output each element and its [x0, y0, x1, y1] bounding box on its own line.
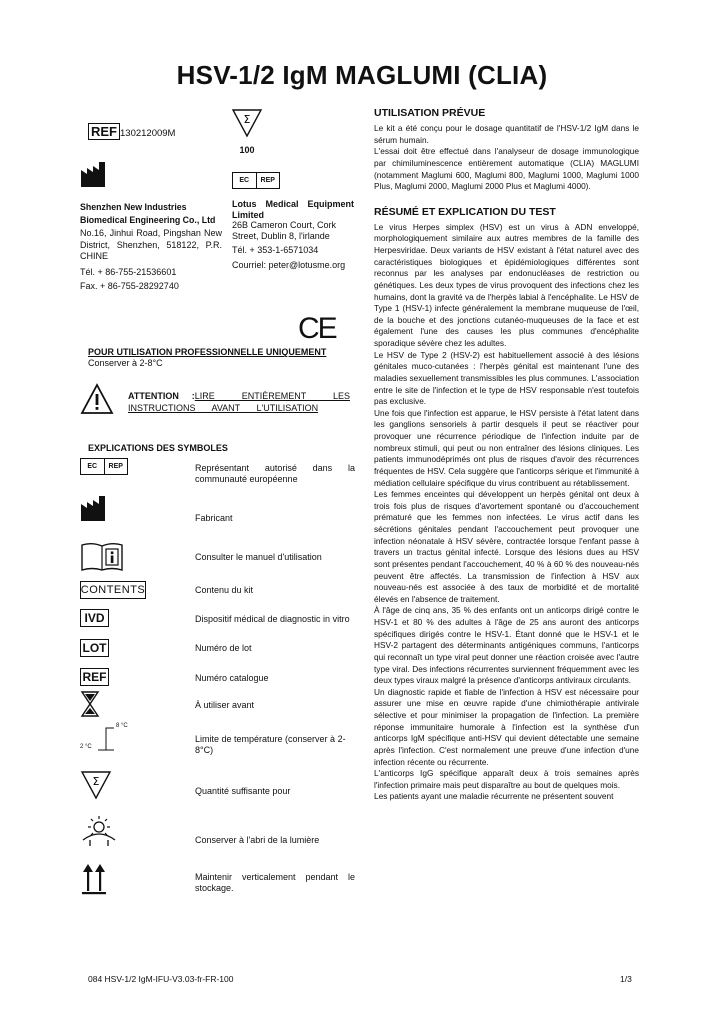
attention-text [128, 391, 350, 414]
ec-rep-name: Lotus Medical Equipment Limited [232, 199, 354, 220]
ec-rep-symbol [232, 172, 280, 189]
ec-rep-icon: EC REP [80, 458, 128, 475]
lot-icon: LOT [80, 639, 109, 657]
ref-number: 130212009M [120, 128, 176, 139]
symbol-text-temperature: Limite de température (conserver à 2-8°C) [195, 734, 346, 755]
para-summary-1: Le virus Herpes simplex (HSV) est un virus à ADN enveloppé, morphologiquement similaire aux autres membres de la famille des Herpesviridae. Deux variants de HSV existant à l'état naturel avec des caractéristiques biologiques et épidémiologiques différentes sont reconnus par les analyses par endonucléases de restriction ou génétiques. Les deux types de virus provoquent des infections chez les humains, dont la gravité va de l'herpès labial à l'encéphalite. Le HSV de Type 1 (HSV-1) infecte généralement la membrane muqueuse de l'œil, de la bouche et des jonctions cutanéo-muqueuses de la face et est également l'une des causes les plus communes d'encéphalite sporadique sévère chez les adultes. [374, 221, 639, 348]
this-way-up-icon [80, 862, 108, 896]
footer-page-number: 1/3 [620, 974, 632, 984]
symbol-text-manufacturer: Fabricant [195, 513, 233, 523]
symbol-text-consult: Consulter le manuel d'utilisation [195, 552, 322, 562]
sigma-block [230, 108, 264, 157]
para-summary-2: Le HSV de Type 2 (HSV-2) est habituellement associé à des lésions génitales muco-cutanées : l'herpès génital est maintenant l'une des maladies sexuellement transmissibles les plus communes. L'association entre le site de l'infection et le type de HSV responsable n'est toutefois pas exclusive. [374, 349, 639, 407]
symbol-row-ref [80, 668, 355, 688]
symbol-text-contents: Contenu du kit [195, 585, 254, 595]
symbol-row-ivd [80, 609, 355, 629]
attention-instructions: LIRE ENTIÈREMENT LES INSTRUCTIONS AVANT L'UTILISATION [128, 391, 350, 413]
ref-block [88, 123, 175, 141]
symbols-heading: EXPLICATIONS DES SYMBOLES [88, 443, 228, 453]
professional-use: POUR UTILISATION PROFESSIONNELLE UNIQUEMENT [88, 347, 327, 357]
symbol-row-use-by [80, 690, 355, 720]
manufacturer-name-1: Shenzhen New Industries [80, 202, 187, 212]
ec-rep-info [232, 199, 354, 271]
symbol-text-light: Conserver à l'abri de la lumière [195, 835, 320, 845]
rep-label: REP [260, 177, 275, 184]
manufacturer-name-2: Biomedical Engineering Co., Ltd [80, 215, 216, 225]
ivd-icon: IVD [80, 609, 109, 627]
para-intended-use-1: Le kit a été conçu pour le dosage quantitatif de l'HSV-1/2 IgM dans le sérum humain. [374, 123, 639, 145]
symbol-text-lot: Numéro de lot [195, 643, 252, 653]
para-summary-5: À l'âge de cinq ans, 35 % des enfants ont un anticorps dirigé contre le HSV-1 et 80 % des adultes à l'âge de 25 ans auront des anticorps spécifiques dirigés contre le HSV-1. Étant donné que le HSV-1 et le HSV-2 partagent des déterminants antigéniques communs, l'anticorps qui reconnaît un type viral peut donner une réaction croisée avec l'autre type viral. Des infections récurrentes surviennent fréquemment avec les deux types viraux malgré la présence d'anticorps antiviraux circulants. [374, 605, 639, 686]
attention-label: ATTENTION : [128, 391, 195, 401]
ec-rep-tel: Tél. + 353-1-6571034 [232, 245, 319, 255]
para-summary-8: Les patients ayant une maladie récurrente ne présentent souvent [374, 791, 614, 802]
symbol-row-light [80, 814, 355, 850]
factory-icon [80, 494, 110, 522]
heading-intended-use: UTILISATION PRÉVUE [374, 107, 486, 119]
symbol-text-upright: Maintenir verticalement pendant le stockage. [195, 872, 355, 893]
page-title: HSV-1/2 IgM MAGLUMI (CLIA) [176, 60, 548, 90]
ref-icon: REF [80, 668, 109, 686]
manufacturer-fax: Fax. + 86-755-28292740 [80, 281, 179, 291]
sigma-icon [231, 108, 263, 138]
heading-summary: RÉSUMÉ ET EXPLICATION DU TEST [374, 205, 556, 218]
ref-symbol: REF [88, 123, 120, 140]
para-summary-6: Un diagnostic rapide et fiable de l'infection à HSV est nécessaire pour assurer une mise en œuvre rapide d'une chimiothérapie antivirale sélective et pour minimiser la propagation de l'infection. La première réponse immunitaire humorale à l'infection est la synthèse d'un anticorps IgM spécifique anti-HSV qui devient détectable une semaine après l'infection. C'est normalement une preuve d'une infection d'une infection récente ou récurrente. [374, 686, 639, 767]
temp-low-label: 2 °C [80, 744, 92, 750]
symbol-row-temperature [80, 722, 355, 756]
sigma-count: 100 [239, 145, 255, 155]
ec-rep-address: 26B Cameron Court, Cork Street, Dublin 8, l'irlande [232, 220, 337, 241]
para-summary-3: Une fois que l'infection est apparue, le HSV persiste à l'état latent dans les ganglions sensoriels à partir desquels il peut se réactiver pour provoquer une récurrence périodique de l'infection induite par de nombreux stimuli, qui peut ou non entraîner des lésions cliniques. Les patients immunodéprimés ont plus de risques d'avoir des récurrences fréquentes de HSV. Cela suggère que l'anticorps sérique et l'immunité à médiation cellulaire spécifique du virus contribuent au rétablissement. [374, 407, 639, 488]
para-intended-use-2: L'essai doit être effectué dans l'analyseur de dosage immunologique par chimiluminescence entièrement automatique (CLIA) MAGLUMI (notamment Maglumi 600, Maglumi 800, Maglumi 1000, Maglumi 1000 Plus, Maglumi 2000, Maglumi 2000 Plus et Maglumi 4000). [374, 146, 639, 192]
sunlight-protection-icon [80, 814, 118, 848]
symbol-row-lot [80, 639, 355, 659]
manufacturer-info [80, 201, 222, 293]
symbol-text-use-by: À utiliser avant [195, 700, 255, 710]
consult-manual-icon [80, 542, 124, 572]
temperature-icon [80, 722, 140, 756]
manufacturer-icon [80, 160, 110, 193]
symbol-row-consult [80, 542, 355, 572]
para-summary-4: Les femmes enceintes qui développent un herpès génital ont deux à trois fois plus de risques d'avortement spontané ou d'accouchement prématuré que les femmes non infectées. Le virus actif dans les sécrétions génitales pendant l'accouchement peut provoquer une infection néonatale à HSV sévère, contractée lorsque l'enfant passe à travers un tractus génital infecté. Lorsque des lésions dues au HSV sont présentes pendant l'accouchement, 40 % à 60 % des nouveau-nés peuvent être affectés. La transmission de l'infection à HSV aux nouveau-nés est associée à des taux de morbidité et de mortalité élevés en l'absence de traitement. [374, 489, 639, 604]
symbol-text-ref: Numéro catalogue [195, 673, 269, 683]
symbol-text-ivd: Dispositif médical de diagnostic in vitro [195, 614, 350, 624]
warning-icon [80, 383, 114, 420]
svg-text:Σ: Σ [243, 113, 251, 126]
symbol-row-ec-rep [80, 456, 355, 486]
hourglass-icon [80, 690, 100, 718]
symbol-row-contents [80, 581, 355, 601]
storage-note: Conserver à 2-8°C [88, 358, 163, 368]
ce-mark: CE [298, 312, 336, 345]
ec-rep-email: Courriel: peter@lotusme.org [232, 259, 346, 270]
symbol-row-upright [80, 862, 355, 898]
symbol-row-manufacturer [80, 494, 355, 530]
temp-high-label: 8 °C [116, 723, 128, 729]
manufacturer-address: No.16, Jinhui Road, Pingshan New District, Shenzhen, 518122, P.R. CHINE [80, 228, 222, 261]
ec-label: EC [233, 173, 257, 188]
symbol-row-sufficient [80, 770, 355, 804]
symbol-text-sufficient: Quantité suffisante pour [195, 786, 291, 796]
sigma-triangle-icon [80, 770, 112, 800]
manufacturer-tel: Tél. + 86-755-21536601 [80, 266, 177, 277]
symbol-text-ec-rep: Représentant autorisé dans la communauté européenne [195, 463, 355, 484]
footer-document-id: 084 HSV-1/2 IgM-IFU-V3.03-fr-FR-100 [88, 974, 234, 984]
para-summary-7: L'anticorps IgG spécifique apparaît deux à trois semaines après l'infection primaire mais peut disparaître au bout de quelques mois. [374, 768, 639, 790]
svg-text:Σ: Σ [92, 775, 100, 788]
right-column [374, 107, 639, 803]
contents-icon: CONTENTS [80, 581, 146, 599]
